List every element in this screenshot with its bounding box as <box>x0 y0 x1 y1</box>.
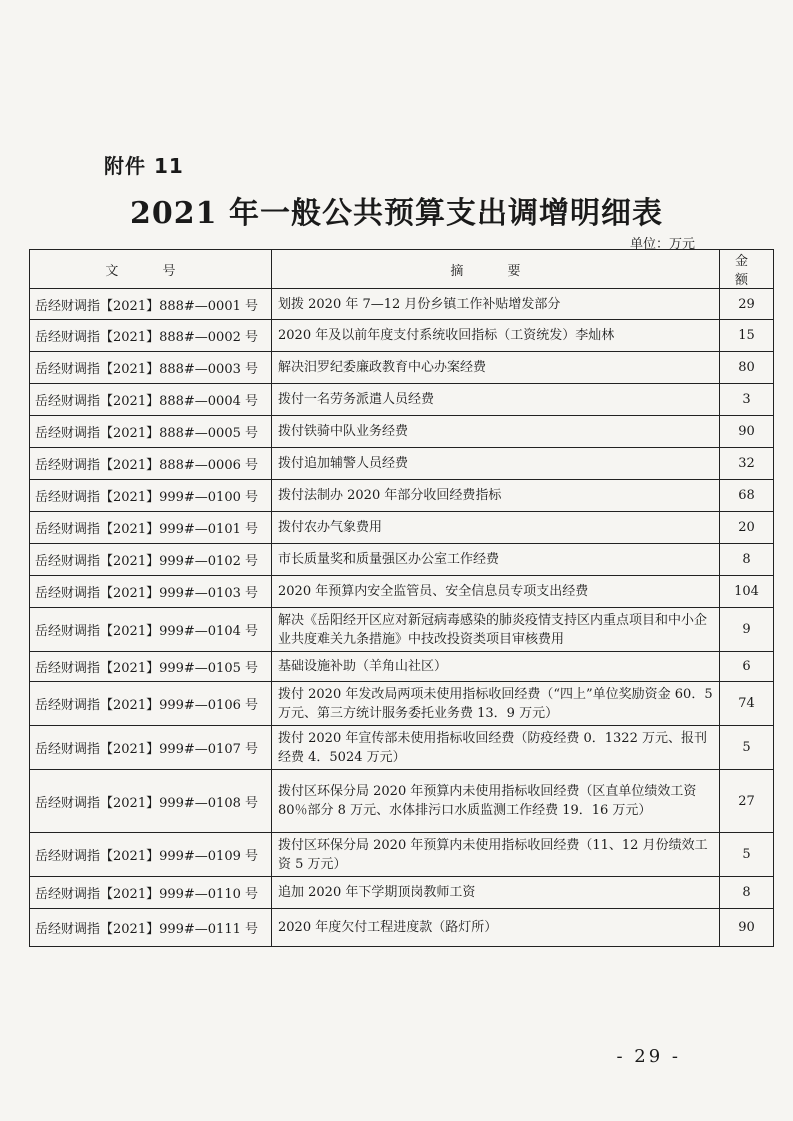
doc-number-cell: 岳经财调指【2021】888#—0003 号 <box>30 352 272 384</box>
summary-cell: 拨付铁骑中队业务经费 <box>272 416 720 448</box>
amount-cell: 104 <box>720 576 774 608</box>
amount-cell: 5 <box>720 833 774 877</box>
summary-cell: 拨付区环保分局 2020 年预算内未使用指标收回经费（11、12 月份绩效工资 5 万元） <box>272 833 720 877</box>
summary-cell: 2020 年及以前年度支付系统收回指标（工资统发）李灿林 <box>272 320 720 352</box>
table-row <box>30 289 774 320</box>
summary-cell: 拨付农办气象费用 <box>272 512 720 544</box>
doc-number-cell: 岳经财调指【2021】999#—0106 号 <box>30 682 272 726</box>
summary-cell: 拨付区环保分局 2020 年预算内未使用指标收回经费（区直单位绩效工资 80％部分 8 万元、水体排污口水质监测工作经费 19．16 万元） <box>272 770 720 833</box>
table-row <box>30 576 774 608</box>
amount-cell: 3 <box>720 384 774 416</box>
summary-cell: 拨付法制办 2020 年部分收回经费指标 <box>272 480 720 512</box>
amount-cell: 5 <box>720 726 774 770</box>
table-row <box>30 877 774 909</box>
table-row <box>30 726 774 770</box>
doc-number-cell: 岳经财调指【2021】888#—0006 号 <box>30 448 272 480</box>
amount-cell: 20 <box>720 512 774 544</box>
table-row <box>30 512 774 544</box>
column-header-summary: 摘 要 <box>272 250 720 289</box>
doc-number-cell: 岳经财调指【2021】888#—0004 号 <box>30 384 272 416</box>
doc-number-cell: 岳经财调指【2021】999#—0100 号 <box>30 480 272 512</box>
table-row <box>30 448 774 480</box>
table-row <box>30 320 774 352</box>
amount-cell: 8 <box>720 877 774 909</box>
page-title: 2021 年一般公共预算支出调增明细表 <box>130 196 663 231</box>
table-row <box>30 833 774 877</box>
summary-cell: 解决汨罗纪委廉政教育中心办案经费 <box>272 352 720 384</box>
amount-cell: 32 <box>720 448 774 480</box>
summary-cell: 2020 年预算内安全监管员、安全信息员专项支出经费 <box>272 576 720 608</box>
summary-cell: 拨付 2020 年发改局两项未使用指标收回经费（“四上”单位奖励资金 60．5 万元、第三方统计服务委托业务费 13．9 万元） <box>272 682 720 726</box>
doc-number-cell: 岳经财调指【2021】999#—0109 号 <box>30 833 272 877</box>
unit-label: 单位：万元 <box>629 237 695 252</box>
summary-cell: 2020 年度欠付工程进度款（路灯所） <box>272 909 720 947</box>
amount-cell: 29 <box>720 289 774 320</box>
table-row <box>30 909 774 947</box>
amount-cell: 74 <box>720 682 774 726</box>
amount-cell: 6 <box>720 652 774 682</box>
summary-cell: 市长质量奖和质量强区办公室工作经费 <box>272 544 720 576</box>
page-number: - 29 - <box>616 1046 681 1067</box>
table-row <box>30 608 774 652</box>
doc-number-cell: 岳经财调指【2021】888#—0005 号 <box>30 416 272 448</box>
table-header-row <box>30 250 774 289</box>
doc-number-cell: 岳经财调指【2021】999#—0107 号 <box>30 726 272 770</box>
summary-cell: 划拨 2020 年 7—12 月份乡镇工作补贴增发部分 <box>272 289 720 320</box>
table-row <box>30 480 774 512</box>
attachment-label: 附件 11 <box>104 154 184 178</box>
doc-number-cell: 岳经财调指【2021】999#—0111 号 <box>30 909 272 947</box>
amount-cell: 9 <box>720 608 774 652</box>
table-row <box>30 770 774 833</box>
table-row <box>30 652 774 682</box>
doc-number-cell: 岳经财调指【2021】999#—0104 号 <box>30 608 272 652</box>
summary-cell: 基础设施补助（羊角山社区） <box>272 652 720 682</box>
column-header-amount: 金 额 <box>720 250 774 289</box>
budget-table <box>29 249 774 947</box>
table-row <box>30 416 774 448</box>
column-header-doc: 文 号 <box>30 250 272 289</box>
doc-number-cell: 岳经财调指【2021】999#—0108 号 <box>30 770 272 833</box>
table-row <box>30 544 774 576</box>
doc-number-cell: 岳经财调指【2021】999#—0102 号 <box>30 544 272 576</box>
summary-cell: 拨付 2020 年宣传部未使用指标收回经费（防疫经费 0．1322 万元、报刊经费 4．5024 万元） <box>272 726 720 770</box>
doc-number-cell: 岳经财调指【2021】888#—0001 号 <box>30 289 272 320</box>
table-row <box>30 352 774 384</box>
table-row <box>30 682 774 726</box>
amount-cell: 27 <box>720 770 774 833</box>
table-row <box>30 384 774 416</box>
amount-cell: 90 <box>720 909 774 947</box>
summary-cell: 追加 2020 年下学期顶岗教师工资 <box>272 877 720 909</box>
amount-cell: 15 <box>720 320 774 352</box>
doc-number-cell: 岳经财调指【2021】999#—0105 号 <box>30 652 272 682</box>
amount-cell: 8 <box>720 544 774 576</box>
doc-number-cell: 岳经财调指【2021】999#—0101 号 <box>30 512 272 544</box>
amount-cell: 68 <box>720 480 774 512</box>
doc-number-cell: 岳经财调指【2021】999#—0103 号 <box>30 576 272 608</box>
summary-cell: 拨付追加辅警人员经费 <box>272 448 720 480</box>
doc-number-cell: 岳经财调指【2021】888#—0002 号 <box>30 320 272 352</box>
summary-cell: 解决《岳阳经开区应对新冠病毒感染的肺炎疫情支持区内重点项目和中小企业共度难关九条措施》中技改投资类项目审核费用 <box>272 608 720 652</box>
doc-number-cell: 岳经财调指【2021】999#—0110 号 <box>30 877 272 909</box>
summary-cell: 拨付一名劳务派遣人员经费 <box>272 384 720 416</box>
amount-cell: 90 <box>720 416 774 448</box>
amount-cell: 80 <box>720 352 774 384</box>
